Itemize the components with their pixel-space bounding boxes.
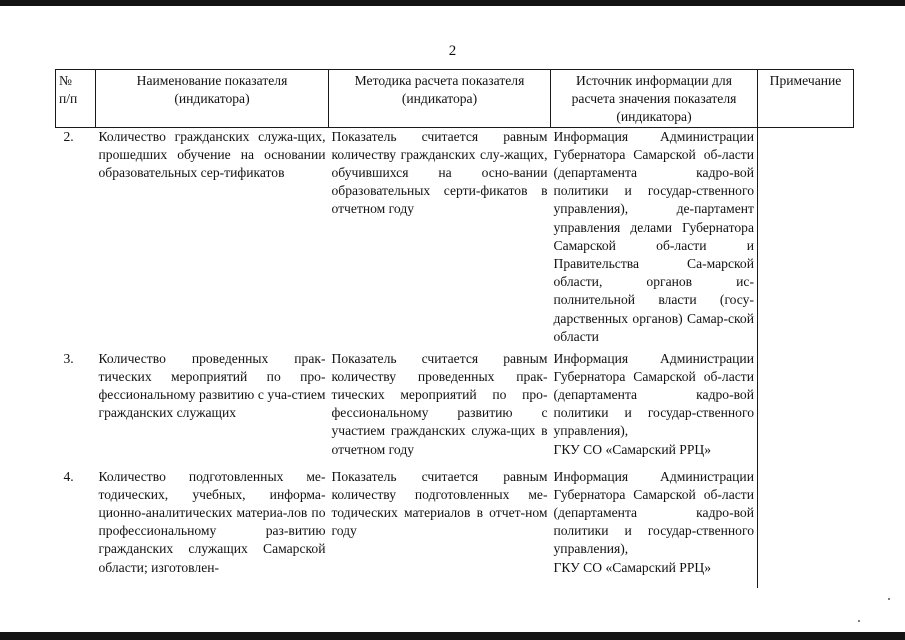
header-note: Примечание	[758, 70, 854, 128]
note	[758, 350, 854, 468]
indicator-name: Количество подготовленных ме-тодических, учебных, информа-ционно-аналитических материа-лов по профессиональному раз-витию гражданских служащих Самарской области; изготовлен-	[98, 468, 326, 575]
information-source: Информация Администрации Губернатора Самарской об-ласти (департамента кадро-вой политики и государ-ственного управления), ГКУ СО «Самарский РРЦ»	[553, 468, 754, 575]
table-row	[56, 468, 854, 588]
header-indicator-name: Наименование показателя (индикатора)	[96, 70, 329, 128]
scan-border-bottom	[0, 632, 905, 640]
scan-border-top	[0, 0, 905, 6]
table-header	[56, 70, 854, 128]
row-number: 2.	[63, 128, 74, 144]
header-calculation-method: Методика расчета показателя (индикатора)	[329, 70, 551, 128]
indicator-name: Количество гражданских служа-щих, прошедших обучение на основании образовательных сер-тификатов	[98, 128, 326, 181]
calculation-method: Показатель считается равным количеству гражданских слу-жащих, обучившихся на осно-вании образовательных серти-фикатов в отчетном году	[331, 128, 548, 217]
page-number: 2	[448, 43, 457, 59]
table-header-row	[56, 70, 854, 128]
table-row	[56, 127, 854, 350]
scan-speck	[858, 620, 860, 622]
information-source: Информация Администрации Губернатора Самарской об-ласти (департамента кадро-вой политики и государ-ственного управления), ГКУ СО «Самарский РРЦ»	[553, 350, 754, 457]
table-row	[56, 350, 854, 468]
indicators-table	[55, 69, 854, 588]
indicator-name: Количество проведенных прак-тических мероприятий по про-фессиональному развитию с уча-стием гражданских служащих	[98, 350, 326, 421]
scan-speck	[888, 598, 890, 600]
note	[758, 127, 854, 350]
table-body	[56, 127, 854, 588]
row-number: 3.	[63, 350, 74, 366]
row-number: 4.	[63, 468, 74, 484]
information-source: Информация Администрации Губернатора Самарской об-ласти (департамента кадро-вой политики и государ-ственного управления), де-партамент управления делами Губернатора Самарской об-ласти и Правительства Са-марской области, органов ис-полнительной власти (госу-дарственных органов) Самар-ской области	[553, 128, 754, 344]
calculation-method: Показатель считается равным количеству подготовленных ме-тодических материалов в отчет-ном году	[331, 468, 548, 539]
header-information-source: Источник информации для расчета значения показателя (индикатора)	[551, 70, 758, 128]
calculation-method: Показатель считается равным количеству проведенных прак-тических мероприятий по про-фессиональному развитию с участием гражданских служа-щих в отчетном году	[331, 350, 548, 457]
header-number: № п/п	[56, 70, 96, 128]
note	[758, 468, 854, 588]
